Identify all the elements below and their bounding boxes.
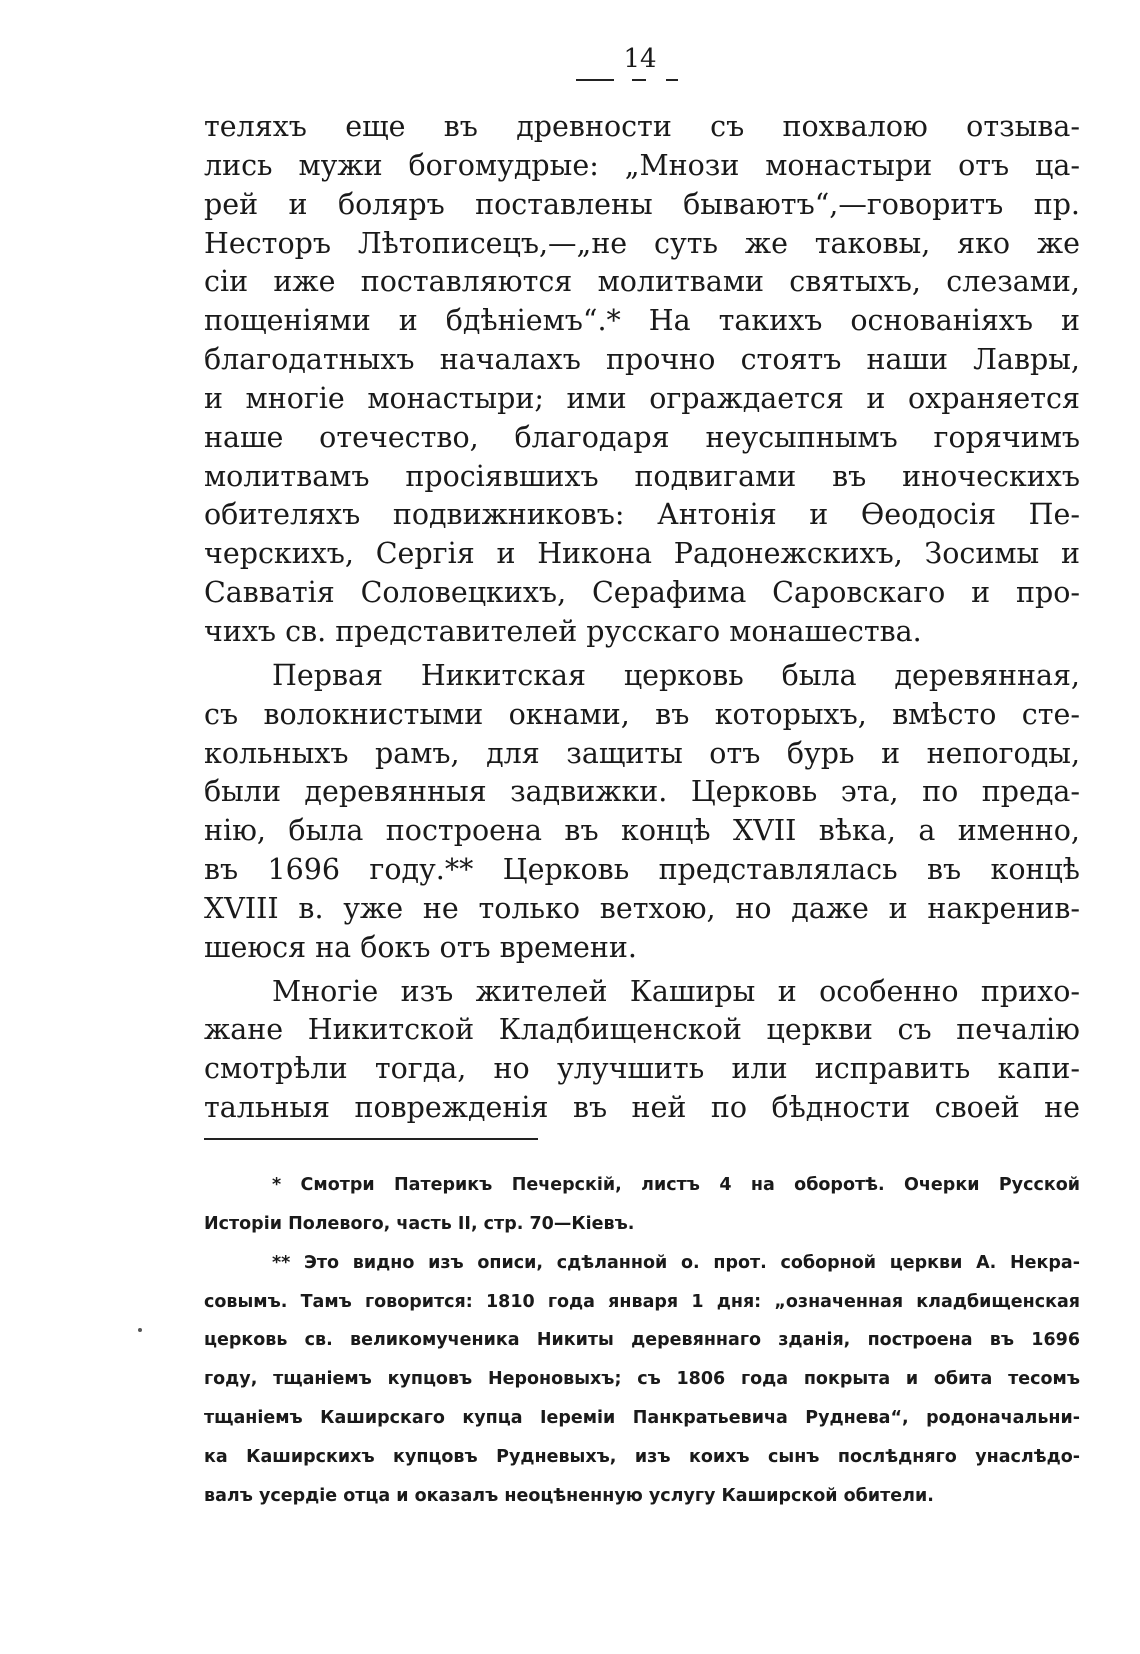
footnote-separator xyxy=(204,1138,538,1140)
footnote-line: Исторіи Полевого, часть II, стр. 70—Кіевъ. xyxy=(204,1213,635,1234)
text-line: сіи иже поставляются молитвами святыхъ, слезами, xyxy=(204,265,1080,299)
text-line: теляхъ еще въ древности съ похвалою отзыва- xyxy=(204,110,1080,143)
text-line: тальныя поврежденія въ ней по бѣдности своей не xyxy=(204,1091,1080,1125)
text-line: рей и боляръ поставлены бываютъ“,—говоритъ пр. xyxy=(204,187,1080,221)
text-line: наше отечество, благодаря неусыпнымъ горячимъ xyxy=(204,420,1080,454)
text-line: съ волокнистыми окнами, въ которыхъ, вмѣсто сте- xyxy=(204,697,1080,731)
text-line: были деревянныя задвижки. Церковь эта, по преда- xyxy=(204,775,1080,809)
paragraph-3 xyxy=(204,973,1080,1128)
text-line: нію, была построена въ концѣ XVII вѣка, а именно, xyxy=(204,814,1080,848)
footnote-1 xyxy=(204,1170,1080,1248)
text-line: черскихъ, Сергія и Никона Радонежскихъ, Зосимы и xyxy=(204,537,1080,571)
header-dash-left xyxy=(576,79,614,81)
header-dash-middle xyxy=(632,79,646,81)
text-line: молитвамъ просіявшихъ подвигами въ иноческихъ xyxy=(204,459,1080,493)
footnote-line: году, тщаніемъ купцовъ Нероновыхъ; съ 1806 года покрыта и обита тесомъ xyxy=(204,1369,1080,1390)
text-line: XVIII в. уже не только ветхою, но даже и накренив- xyxy=(204,891,1080,925)
footnote-line: церковь св. великомученика Никиты деревяннаго зданія, построена въ 1696 xyxy=(204,1330,1080,1351)
text-line: Несторъ Лѣтописецъ,—„не суть же таковы, яко же xyxy=(204,226,1080,260)
footnote-line: валъ усердіе отца и оказалъ неоцѣненную услугу Каширской обители. xyxy=(204,1485,934,1506)
text-line: пощеніями и бдѣніемъ“.* На такихъ основаніяхъ и xyxy=(204,304,1080,338)
print-speck xyxy=(138,1328,142,1332)
text-line: кольныхъ рамъ, для защиты отъ бурь и непогоды, xyxy=(204,736,1080,770)
page-header xyxy=(570,42,710,88)
text-line: Многіе изъ жителей Каширы и особенно прихо- xyxy=(272,974,1080,1008)
text-line: Первая Никитская церковь была деревянная, xyxy=(272,658,1080,692)
text-line: и многіе монастыри; ими ограждается и охраняется xyxy=(204,381,1080,415)
footnotes xyxy=(204,1170,1080,1520)
text-line: смотрѣли тогда, но улучшить или исправить капи- xyxy=(204,1052,1080,1086)
paragraph-1 xyxy=(204,108,1080,652)
footnote-2 xyxy=(204,1248,1080,1520)
text-line: шеюся на бокъ отъ времени. xyxy=(204,930,637,964)
text-line: жане Никитской Кладбищенской церкви съ печалію xyxy=(204,1013,1080,1047)
text-line: благодатныхъ началахъ прочно стоятъ наши Лавры, xyxy=(204,343,1080,377)
footnote-line: совымъ. Тамъ говорится: 1810 года января 1 дня: „означенная кладбищенская xyxy=(204,1291,1080,1312)
text-line: лись мужи богомудрые: „Мнози монастыри отъ ца- xyxy=(204,148,1080,182)
footnote-line: ** Это видно изъ описи, сдѣланной о. прот. соборной церкви А. Некра- xyxy=(272,1252,1080,1273)
footnote-line: тщаніемъ Каширскаго купца Іереміи Панкратьевича Руднева“, родоначальни- xyxy=(204,1408,1080,1429)
main-text xyxy=(204,108,1080,1128)
text-line: обителяхъ подвижниковъ: Антонія и Ѳеодосія Пе- xyxy=(204,498,1080,532)
text-line: чихъ св. представителей русскаго монашества. xyxy=(204,614,922,648)
footnote-line: * Смотри Патерикъ Печерскій, листъ 4 на оборотѣ. Очерки Русской xyxy=(272,1175,1080,1195)
text-line: Савватія Соловецкихъ, Серафима Саровскаго и про- xyxy=(204,576,1080,610)
header-dash-right xyxy=(666,79,678,81)
footnote-line: ка Каширскихъ купцовъ Рудневыхъ, изъ коихъ сынъ послѣдняго унаслѣдо- xyxy=(204,1446,1080,1467)
text-line: въ 1696 году.** Церковь представлялась въ концѣ xyxy=(204,853,1080,887)
page-number: 14 xyxy=(623,44,657,74)
paragraph-2 xyxy=(204,657,1080,968)
